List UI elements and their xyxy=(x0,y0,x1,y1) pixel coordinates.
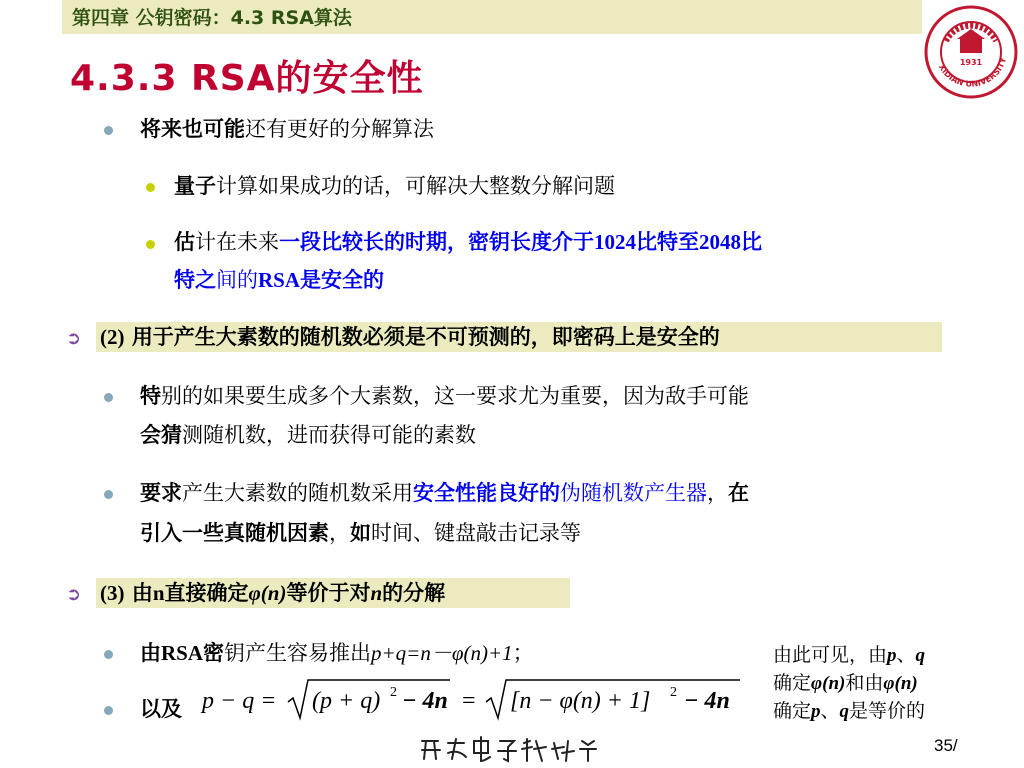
bullet-text: 测随机数，进而获得可能的素数 xyxy=(182,423,476,447)
bullet-quantum xyxy=(174,173,615,199)
bullet-estimate-line2 xyxy=(174,267,384,293)
bullet-text: 还有更好的分解算法 xyxy=(245,117,434,141)
side-note-line2 xyxy=(773,670,918,697)
math-formula: p+q=n－φ(n)+1 xyxy=(371,641,513,665)
university-seal-logo xyxy=(924,5,1018,99)
formula-square: 2 xyxy=(390,685,397,700)
rsa-label: RSA xyxy=(161,641,204,665)
bullet-bold-text: 在 xyxy=(728,481,749,505)
arrow-bullet-icon: ➲ xyxy=(66,328,82,349)
key-length-1024: 1024 xyxy=(594,230,636,254)
formula-equals: = xyxy=(462,688,476,714)
blue-emphasis: 比 xyxy=(741,230,762,254)
bullet-text: 钥产生容易推出 xyxy=(224,641,372,665)
section-label: (3) xyxy=(100,581,125,605)
section-3-heading xyxy=(100,580,445,606)
math-q: q xyxy=(915,645,926,666)
bullet-bold-lead: 将来也可能 xyxy=(140,117,245,141)
math-n: n xyxy=(152,581,165,605)
bullet-dot xyxy=(104,393,113,402)
formula-minus-4n: − 4n xyxy=(402,688,448,714)
blue-emphasis: 比特至 xyxy=(636,230,699,254)
math-n: n xyxy=(370,581,383,605)
bullet-bold-text: 密 xyxy=(203,641,225,665)
section-text: 直接确定 xyxy=(164,581,249,605)
side-note-text: 确定 xyxy=(773,700,812,722)
bullet-estimate-line1 xyxy=(174,229,762,255)
bullet-dot xyxy=(104,490,113,499)
math-phi-n: φ(n) xyxy=(811,673,846,694)
sub-bullet-dot xyxy=(146,183,155,192)
side-note-text: 是等价的 xyxy=(849,700,926,722)
section-2-heading xyxy=(100,324,720,350)
math-p: p xyxy=(887,645,897,666)
blue-emphasis: 安全性能良好的 xyxy=(413,481,560,505)
blue-text: 间的 xyxy=(216,268,258,292)
university-signature-logo xyxy=(418,735,598,763)
bullet-text: ； xyxy=(512,641,534,665)
side-note-text: 由此可见，由 xyxy=(773,644,888,666)
bullet-text: 计在未来 xyxy=(195,230,279,254)
side-note-text: 和由 xyxy=(845,672,884,694)
bullet-dot xyxy=(104,706,113,715)
bullet-bold-lead: 特 xyxy=(140,384,161,408)
bullet-and-label: 以及 xyxy=(140,697,182,721)
bullet-text: 时间、键盘敲击记录等 xyxy=(371,521,581,545)
side-note-text: 确定 xyxy=(773,672,812,694)
side-note-line1 xyxy=(773,642,925,669)
blue-emphasis: 一段比较长的时期，密钥长度介于 xyxy=(279,230,594,254)
bullet-dot xyxy=(104,650,113,659)
svg-text:XIDIAN UNIVERSITY: XIDIAN UNIVERSITY xyxy=(936,56,1009,89)
section-text: 的分解 xyxy=(382,581,446,605)
blue-text: 伪随机数产生器 xyxy=(560,481,707,505)
math-p: p xyxy=(811,701,821,722)
formula-radicand-1: (p + q) xyxy=(312,688,381,714)
sub-bullet-dot xyxy=(146,240,155,249)
bullet-rsa-key-gen xyxy=(140,640,534,666)
math-q: q xyxy=(839,701,850,722)
bullet-bold-text: 引入一些真随机因素 xyxy=(140,521,329,545)
p-minus-q-formula xyxy=(200,676,745,726)
bullet-future-algorithms xyxy=(140,116,434,142)
bullet-text: 计算如果成功的话，可解决大整数分解问题 xyxy=(216,174,615,198)
svg-text:1931: 1931 xyxy=(959,58,983,67)
bullet-bold-lead: 量子 xyxy=(174,174,216,198)
section-label: (2) xyxy=(100,325,125,349)
bullet-multiple-primes-line1 xyxy=(140,383,749,409)
key-length-2048: 2048 xyxy=(699,230,741,254)
formula-minus-4n: − 4n xyxy=(684,688,730,714)
side-note-text: 、 xyxy=(820,700,840,722)
bullet-prng-line1 xyxy=(140,480,749,506)
formula-square: 2 xyxy=(670,685,677,700)
formula-lhs: p − q = xyxy=(202,688,277,714)
bullet-bold-lead: 估 xyxy=(174,230,195,254)
bullet-bold-lead: 会猜 xyxy=(140,423,182,447)
math-phi-n: φ(n) xyxy=(883,673,918,694)
page-number: 35/ xyxy=(934,736,958,755)
side-note-line3 xyxy=(773,698,925,725)
section-text: 等价于对 xyxy=(286,581,371,605)
bullet-bold-text: 如 xyxy=(350,521,371,545)
bullet-multiple-primes-line2 xyxy=(140,422,476,448)
arrow-bullet-icon: ➲ xyxy=(66,584,82,605)
bullet-text: 别的如果要生成多个大素数，这一要求尤为重要，因为敌手可能 xyxy=(161,384,749,408)
side-note-text: 、 xyxy=(896,644,916,666)
blue-emphasis: 是安全的 xyxy=(300,268,385,292)
blue-emphasis: 特之 xyxy=(174,268,216,292)
bullet-text: 产生大素数的随机数采用 xyxy=(182,481,413,505)
chapter-header: 第四章 公钥密码：4.3 RSA算法 xyxy=(72,7,352,29)
section-text: 用于产生大素数的随机数必须是不可预测的，即密码上是安全的 xyxy=(131,325,720,349)
rsa-label: RSA xyxy=(258,268,301,292)
formula-radicand-2: [n − φ(n) + 1] xyxy=(510,688,651,714)
math-phi-n: φ(n) xyxy=(248,581,287,605)
section-text: 由 xyxy=(131,581,153,605)
bullet-dot xyxy=(104,126,113,135)
bullet-prng-line2 xyxy=(140,520,581,546)
bullet-text: ， xyxy=(329,521,350,545)
bullet-bold-lead: 由 xyxy=(140,641,161,665)
bullet-text: ， xyxy=(707,481,728,505)
bullet-bold-lead: 要求 xyxy=(140,481,182,505)
page-title: 4.3.3 RSA的安全性 xyxy=(70,58,424,99)
